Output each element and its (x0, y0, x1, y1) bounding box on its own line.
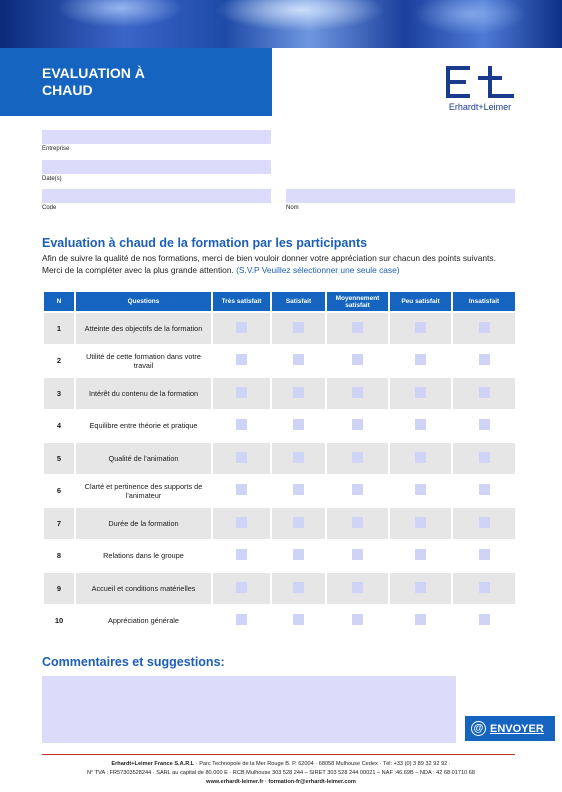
cell-insatisfait (452, 312, 516, 345)
row-number: 9 (43, 572, 75, 605)
table-row (43, 507, 516, 540)
checkbox-satisfait[interactable] (293, 582, 304, 593)
table-row (43, 377, 516, 410)
checkbox-peu-satisfait[interactable] (415, 387, 426, 398)
code-field[interactable] (42, 189, 271, 203)
cell-tres-satisfait (212, 605, 271, 638)
company-logo (440, 64, 520, 114)
checkbox-satisfait[interactable] (293, 517, 304, 528)
row-number: 2 (43, 345, 75, 378)
cell-moyennement-satisfait (326, 540, 389, 573)
table-row (43, 475, 516, 508)
cell-tres-satisfait (212, 572, 271, 605)
row-question: Intérêt du contenu de la formation (75, 377, 212, 410)
checkbox-satisfait[interactable] (293, 452, 304, 463)
checkbox-moyennement-satisfait[interactable] (352, 452, 363, 463)
table-row (43, 442, 516, 475)
cell-satisfait (271, 312, 326, 345)
col-header-n: N (43, 291, 75, 312)
cell-satisfait (271, 572, 326, 605)
footer-address (0, 761, 562, 767)
checkbox-insatisfait[interactable] (479, 354, 490, 365)
cell-insatisfait (452, 540, 516, 573)
row-number: 4 (43, 410, 75, 443)
checkbox-peu-satisfait[interactable] (415, 582, 426, 593)
send-button-label: ENVOYER (490, 722, 544, 735)
cell-moyennement-satisfait (326, 572, 389, 605)
table-row (43, 410, 516, 443)
cell-insatisfait (452, 377, 516, 410)
cell-insatisfait (452, 507, 516, 540)
cell-insatisfait (452, 572, 516, 605)
checkbox-satisfait[interactable] (293, 354, 304, 365)
cell-insatisfait (452, 442, 516, 475)
checkbox-tres-satisfait[interactable] (236, 582, 247, 593)
table-row (43, 540, 516, 573)
col-header-peu-satisfait: Peu satisfait (389, 291, 452, 312)
send-button[interactable] (465, 716, 555, 741)
checkbox-insatisfait[interactable] (479, 387, 490, 398)
checkbox-satisfait[interactable] (293, 614, 304, 625)
cell-insatisfait (452, 605, 516, 638)
row-number: 6 (43, 475, 75, 508)
cell-insatisfait (452, 410, 516, 443)
logo-wordmark: Erhardt+Leimer (448, 102, 512, 112)
checkbox-tres-satisfait[interactable] (236, 517, 247, 528)
cell-peu-satisfait (389, 605, 452, 638)
checkbox-tres-satisfait[interactable] (236, 614, 247, 625)
row-question: Qualité de l'animation (75, 442, 212, 475)
checkbox-peu-satisfait[interactable] (415, 614, 426, 625)
nom-field[interactable] (286, 189, 515, 203)
table-row (43, 345, 516, 378)
row-number: 8 (43, 540, 75, 573)
checkbox-satisfait[interactable] (293, 322, 304, 333)
cell-insatisfait (452, 345, 516, 378)
comments-textarea[interactable] (42, 676, 456, 743)
evaluation-title: Evaluation à chaud de la formation par les participants (42, 236, 368, 250)
row-number: 1 (43, 312, 75, 345)
checkbox-peu-satisfait[interactable] (415, 419, 426, 430)
row-number: 5 (43, 442, 75, 475)
cell-peu-satisfait (389, 442, 452, 475)
cell-moyennement-satisfait (326, 507, 389, 540)
cell-moyennement-satisfait (326, 442, 389, 475)
checkbox-tres-satisfait[interactable] (236, 549, 247, 560)
cell-moyennement-satisfait (326, 345, 389, 378)
cell-moyennement-satisfait (326, 605, 389, 638)
checkbox-tres-satisfait[interactable] (236, 387, 247, 398)
checkbox-insatisfait[interactable] (479, 549, 490, 560)
checkbox-tres-satisfait[interactable] (236, 354, 247, 365)
cell-peu-satisfait (389, 572, 452, 605)
checkbox-satisfait[interactable] (293, 484, 304, 495)
cell-insatisfait (452, 475, 516, 508)
row-question: Atteinte des objectifs de la formation (75, 312, 212, 345)
checkbox-moyennement-satisfait[interactable] (352, 517, 363, 528)
row-question: Clarté et pertinence des supports de l'animateur (75, 475, 212, 508)
cell-tres-satisfait (212, 312, 271, 345)
cell-peu-satisfait (389, 345, 452, 378)
checkbox-moyennement-satisfait[interactable] (352, 582, 363, 593)
evaluation-intro (42, 252, 518, 276)
checkbox-peu-satisfait[interactable] (415, 322, 426, 333)
intro-text: Afin de suivre la qualité de nos formations, merci de bien vouloir donner votre appréciation sur chacun des points suivants. Merci de la compléter avec la plus grande attention. (42, 253, 496, 275)
col-header-insatisfait: Insatisfait (452, 291, 516, 312)
row-question: Accueil et conditions matérielles (75, 572, 212, 605)
checkbox-peu-satisfait[interactable] (415, 549, 426, 560)
cell-peu-satisfait (389, 540, 452, 573)
entreprise-field[interactable] (42, 130, 271, 144)
checkbox-moyennement-satisfait[interactable] (352, 419, 363, 430)
dates-field[interactable] (42, 160, 271, 174)
row-question: Relations dans le groupe (75, 540, 212, 573)
checkbox-tres-satisfait[interactable] (236, 419, 247, 430)
cell-satisfait (271, 442, 326, 475)
footer-address-text: · Parc Technopole de la Mer Rouge B. P. 62004 · 68058 Mulhouse Cedex · Tél: +33 (0) 3 89 32 92 92 · (194, 761, 451, 767)
checkbox-peu-satisfait[interactable] (415, 484, 426, 495)
table-row (43, 312, 516, 345)
page-title: EVALUATION À CHAUD (42, 65, 145, 98)
checkbox-insatisfait[interactable] (479, 419, 490, 430)
row-question: Appréciation générale (75, 605, 212, 638)
checkbox-moyennement-satisfait[interactable] (352, 354, 363, 365)
checkbox-satisfait[interactable] (293, 419, 304, 430)
row-number: 3 (43, 377, 75, 410)
footer-legal: N° TVA : FR57303528244 · SARL au capital de 80.000 E · RCB Mulhouse 303 528 244 – SIRET 303 528 244 00021 – NAF :46.69B – NDA : 42 68 01710 68 (87, 770, 475, 776)
code-label: Code (42, 205, 57, 211)
cell-peu-satisfait (389, 377, 452, 410)
checkbox-tres-satisfait[interactable] (236, 322, 247, 333)
dates-label: Date(s) (42, 176, 62, 182)
nom-label: Nom (286, 205, 299, 211)
row-question: Durée de la formation (75, 507, 212, 540)
cell-moyennement-satisfait (326, 475, 389, 508)
entreprise-label: Entreprise (42, 146, 70, 152)
cell-peu-satisfait (389, 475, 452, 508)
cell-tres-satisfait (212, 442, 271, 475)
cell-satisfait (271, 377, 326, 410)
checkbox-insatisfait[interactable] (479, 614, 490, 625)
cell-satisfait (271, 507, 326, 540)
cell-satisfait (271, 605, 326, 638)
checkbox-tres-satisfait[interactable] (236, 452, 247, 463)
cell-tres-satisfait (212, 540, 271, 573)
cell-satisfait (271, 475, 326, 508)
comments-title: Commentaires et suggestions: (42, 655, 225, 669)
row-question: Equilibre entre théorie et pratique (75, 410, 212, 443)
evaluation-table (42, 290, 517, 638)
col-header-moyennement-satisfait: Moyennement satisfait (326, 291, 389, 312)
checkbox-moyennement-satisfait[interactable] (352, 614, 363, 625)
row-number: 7 (43, 507, 75, 540)
checkbox-peu-satisfait[interactable] (415, 452, 426, 463)
at-sign-icon: @ (471, 721, 486, 736)
col-header-satisfait: Satisfait (271, 291, 326, 312)
checkbox-insatisfait[interactable] (479, 582, 490, 593)
col-header-tres-satisfait: Très satisfait (212, 291, 271, 312)
checkbox-peu-satisfait[interactable] (415, 517, 426, 528)
cell-peu-satisfait (389, 312, 452, 345)
cell-peu-satisfait (389, 410, 452, 443)
cell-peu-satisfait (389, 507, 452, 540)
footer-divider (42, 754, 515, 755)
header-banner-image (0, 0, 562, 48)
checkbox-tres-satisfait[interactable] (236, 484, 247, 495)
cell-tres-satisfait (212, 377, 271, 410)
checkbox-satisfait[interactable] (293, 549, 304, 560)
cell-tres-satisfait (212, 345, 271, 378)
row-question: Utilité de cette formation dans votre travail (75, 345, 212, 378)
table-header-row (43, 291, 516, 312)
checkbox-insatisfait[interactable] (479, 322, 490, 333)
checkbox-moyennement-satisfait[interactable] (352, 484, 363, 495)
table-row (43, 605, 516, 638)
table-row (43, 572, 516, 605)
erhardt-leimer-logo-icon (440, 64, 520, 100)
cell-satisfait (271, 345, 326, 378)
checkbox-insatisfait[interactable] (479, 517, 490, 528)
checkbox-insatisfait[interactable] (479, 452, 490, 463)
checkbox-peu-satisfait[interactable] (415, 354, 426, 365)
cell-tres-satisfait (212, 475, 271, 508)
row-number: 10 (43, 605, 75, 638)
checkbox-moyennement-satisfait[interactable] (352, 549, 363, 560)
cell-satisfait (271, 540, 326, 573)
footer-company: Erhardt+Leimer France S.A.R.L (111, 761, 195, 767)
cell-moyennement-satisfait (326, 410, 389, 443)
checkbox-moyennement-satisfait[interactable] (352, 387, 363, 398)
selection-hint: (S.V.P Veuillez sélectionner une seule case) (236, 265, 400, 275)
cell-moyennement-satisfait (326, 377, 389, 410)
checkbox-moyennement-satisfait[interactable] (352, 322, 363, 333)
footer-contact: www.erhardt-leimer.fr · formation-fr@erhardt-leimer.com (206, 779, 356, 785)
checkbox-satisfait[interactable] (293, 387, 304, 398)
cell-satisfait (271, 410, 326, 443)
cell-tres-satisfait (212, 507, 271, 540)
checkbox-insatisfait[interactable] (479, 484, 490, 495)
cell-moyennement-satisfait (326, 312, 389, 345)
col-header-questions: Questions (75, 291, 212, 312)
cell-tres-satisfait (212, 410, 271, 443)
